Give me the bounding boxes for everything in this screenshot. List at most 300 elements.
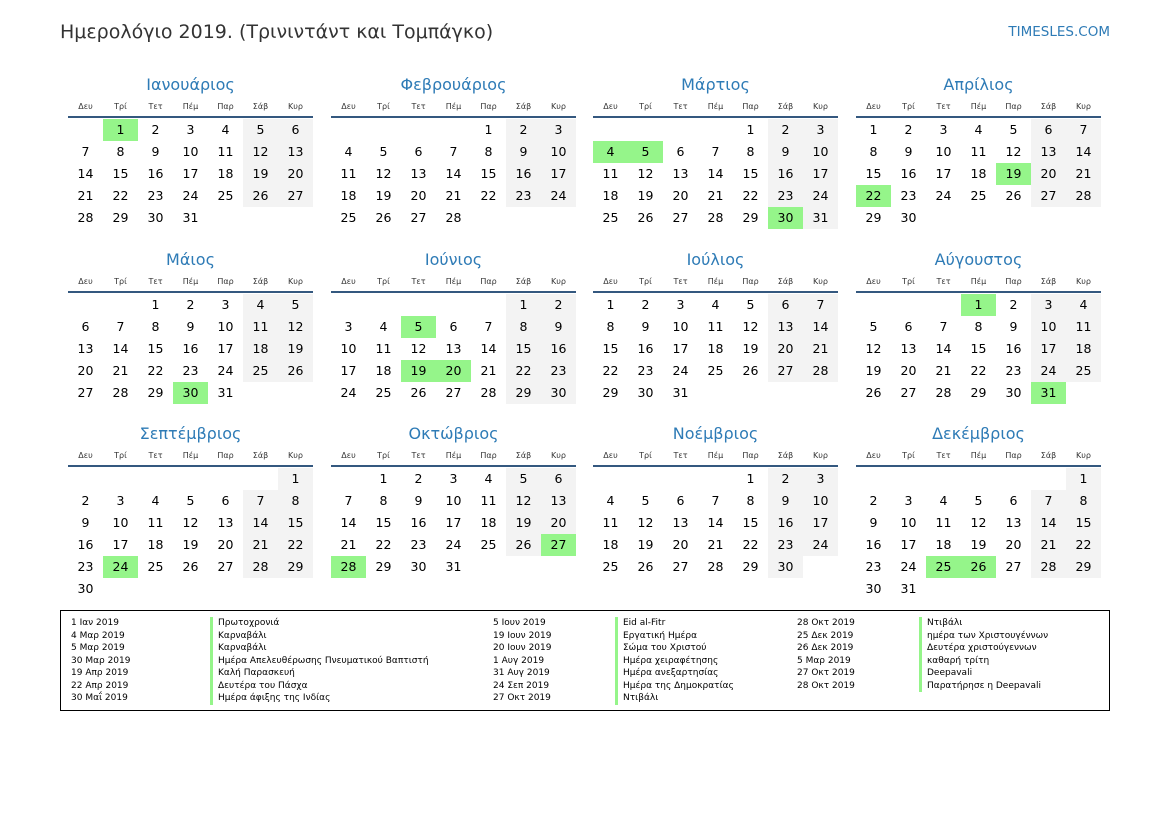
month-name: Οκτώβριος	[408, 424, 499, 443]
day-cell: 19	[375, 188, 392, 203]
day-cell: 24	[1031, 360, 1066, 382]
day-cell: 18	[375, 363, 392, 378]
day-cell: 22	[742, 537, 759, 552]
day-cell: 6	[1009, 493, 1018, 508]
weekday-label: Παρ	[742, 277, 759, 286]
day-cell: 14	[1066, 141, 1101, 163]
day-cell: 1	[151, 297, 160, 312]
day-cell: 13	[672, 166, 689, 181]
weekday-label: Σάβ	[777, 277, 794, 286]
day-cell: 11	[602, 166, 619, 181]
day-cell: 8	[746, 493, 755, 508]
month-divider	[68, 465, 313, 467]
day-cell: 2	[641, 297, 650, 312]
empty-day-cell	[68, 294, 103, 316]
day-cell: 2	[768, 468, 803, 490]
holiday-date: 25 Δεκ 2019	[797, 630, 854, 641]
empty-day-cell	[436, 119, 471, 141]
day-cell: 14	[77, 166, 94, 181]
day-cell: 19	[506, 512, 541, 534]
day-cell: 29	[742, 210, 759, 225]
day-cell: 2	[768, 119, 803, 141]
day-cell: 31	[217, 385, 234, 400]
holiday-day-cell: 28	[331, 556, 366, 578]
holiday-date: 20 Ιουν 2019	[493, 643, 552, 653]
month-divider	[331, 116, 576, 118]
day-cell: 19	[243, 163, 278, 185]
day-cell: 21	[445, 188, 462, 203]
weekday-header	[331, 275, 576, 289]
day-cell: 12	[278, 316, 313, 338]
day-cell: 29	[742, 559, 759, 574]
weekday-label: Σάβ	[515, 277, 532, 286]
holiday-date: 27 Οκτ 2019	[797, 668, 855, 678]
day-cell: 20	[278, 163, 313, 185]
empty-day-cell	[663, 468, 698, 490]
holiday-name: Eid al-Fitr	[615, 617, 665, 630]
holiday-date: 27 Οκτ 2019	[493, 693, 551, 703]
day-cell: 25	[375, 385, 392, 400]
day-cell: 9	[768, 141, 803, 163]
day-cell: 25	[147, 559, 164, 574]
day-cell: 27	[77, 385, 94, 400]
day-cell: 19	[970, 537, 987, 552]
day-cell: 29	[865, 210, 882, 225]
month-name: Φεβρουάριος	[400, 75, 507, 94]
day-cell: 13	[1005, 515, 1022, 530]
day-cell: 3	[541, 119, 576, 141]
day-cell: 6	[768, 294, 803, 316]
day-cell: 22	[970, 363, 987, 378]
weekday-label: Τρί	[902, 451, 915, 460]
day-cell: 14	[445, 166, 462, 181]
empty-day-cell	[331, 294, 366, 316]
day-cell: 30	[77, 581, 94, 596]
day-grid	[593, 294, 838, 404]
weekday-label: Παρ	[1005, 102, 1022, 111]
day-cell: 4	[974, 122, 983, 137]
day-cell: 18	[935, 537, 952, 552]
holiday-day-cell: 1	[961, 294, 996, 316]
day-cell: 24	[935, 188, 952, 203]
day-cell: 22	[506, 360, 541, 382]
day-cell: 27	[217, 559, 234, 574]
day-cell: 27	[900, 385, 917, 400]
weekday-label: Τετ	[148, 102, 163, 111]
day-cell: 8	[869, 144, 878, 159]
weekday-label: Δευ	[866, 277, 881, 286]
day-cell: 30	[768, 556, 803, 578]
weekday-label: Πέμ	[707, 277, 724, 286]
day-cell: 3	[939, 122, 948, 137]
weekday-label: Πέμ	[445, 277, 462, 286]
day-cell: 17	[1031, 338, 1066, 360]
holiday-date: 1 Ιαν 2019	[71, 618, 119, 628]
day-cell: 21	[77, 188, 94, 203]
day-cell: 10	[900, 515, 917, 530]
weekday-label: Δευ	[341, 102, 356, 111]
day-cell: 24	[541, 185, 576, 207]
day-cell: 27	[445, 385, 462, 400]
day-cell: 5	[186, 493, 195, 508]
day-cell: 27	[410, 210, 427, 225]
day-cell: 10	[340, 341, 357, 356]
holiday-name: Καρναβάλι	[210, 642, 267, 655]
weekday-header	[331, 449, 576, 463]
day-cell: 7	[711, 493, 720, 508]
day-cell: 20	[1005, 537, 1022, 552]
day-cell: 8	[484, 144, 493, 159]
weekday-label: Τετ	[673, 277, 688, 286]
day-cell: 1	[379, 471, 388, 486]
site-link[interactable]: TIMESLES.COM	[1008, 24, 1110, 40]
day-cell: 20	[900, 363, 917, 378]
day-cell: 30	[900, 210, 917, 225]
empty-day-cell	[68, 119, 103, 141]
month-divider	[593, 465, 838, 467]
day-grid	[331, 294, 576, 404]
weekday-label: Κυρ	[551, 102, 566, 111]
month-divider	[331, 291, 576, 293]
day-cell: 23	[182, 363, 199, 378]
day-cell: 21	[707, 188, 724, 203]
day-cell: 11	[217, 144, 234, 159]
day-cell: 5	[243, 119, 278, 141]
day-cell: 11	[340, 166, 357, 181]
day-cell: 23	[768, 185, 803, 207]
weekday-label: Παρ	[742, 451, 759, 460]
day-cell: 9	[506, 141, 541, 163]
month-block	[68, 423, 313, 600]
day-cell: 4	[484, 471, 493, 486]
day-cell: 31	[672, 385, 689, 400]
empty-day-cell	[401, 294, 436, 316]
empty-day-cell	[331, 119, 366, 141]
day-cell: 31	[900, 581, 917, 596]
day-cell: 1	[278, 468, 313, 490]
day-cell: 25	[1066, 360, 1101, 382]
weekday-label: Τρί	[377, 102, 390, 111]
weekday-label: Τετ	[411, 451, 426, 460]
day-cell: 25	[243, 360, 278, 382]
weekday-label: Τετ	[936, 451, 951, 460]
day-cell: 2	[186, 297, 195, 312]
day-cell: 3	[803, 119, 838, 141]
day-cell: 9	[81, 515, 90, 530]
month-name: Νοέμβριος	[672, 424, 759, 443]
day-cell: 16	[637, 341, 654, 356]
weekday-label: Σάβ	[1040, 102, 1057, 111]
day-cell: 19	[182, 537, 199, 552]
day-cell: 10	[803, 141, 838, 163]
day-cell: 11	[243, 316, 278, 338]
day-cell: 22	[742, 188, 759, 203]
day-cell: 19	[742, 341, 759, 356]
day-cell: 23	[1005, 363, 1022, 378]
day-cell: 3	[449, 471, 458, 486]
empty-day-cell	[103, 468, 138, 490]
weekday-header	[331, 100, 576, 114]
weekday-header	[593, 449, 838, 463]
day-cell: 13	[445, 341, 462, 356]
day-cell: 11	[1066, 316, 1101, 338]
day-cell: 17	[112, 537, 129, 552]
day-cell: 7	[449, 144, 458, 159]
holiday-day-cell: 24	[103, 556, 138, 578]
empty-day-cell	[436, 294, 471, 316]
day-cell: 20	[1031, 163, 1066, 185]
day-cell: 27	[672, 559, 689, 574]
day-cell: 13	[278, 141, 313, 163]
day-cell: 1	[606, 297, 615, 312]
day-cell: 2	[904, 122, 913, 137]
holiday-date: 4 Μαρ 2019	[71, 630, 125, 641]
weekday-label: Σάβ	[252, 451, 269, 460]
day-cell: 14	[340, 515, 357, 530]
day-cell: 12	[637, 166, 654, 181]
holiday-name: Deepavali	[919, 667, 972, 680]
day-cell: 14	[480, 341, 497, 356]
day-cell: 21	[480, 363, 497, 378]
day-cell: 10	[803, 490, 838, 512]
day-cell: 15	[742, 515, 759, 530]
day-cell: 15	[1066, 512, 1101, 534]
day-cell: 12	[742, 319, 759, 334]
day-cell: 7	[1031, 490, 1066, 512]
holiday-day-cell: 5	[401, 316, 436, 338]
empty-day-cell	[926, 294, 961, 316]
day-cell: 4	[151, 493, 160, 508]
day-cell: 28	[243, 556, 278, 578]
day-cell: 7	[803, 294, 838, 316]
holiday-day-cell: 26	[961, 556, 996, 578]
day-cell: 11	[935, 515, 952, 530]
empty-day-cell	[698, 119, 733, 141]
day-cell: 8	[606, 319, 615, 334]
day-cell: 17	[935, 166, 952, 181]
day-cell: 4	[939, 493, 948, 508]
day-cell: 22	[278, 534, 313, 556]
day-cell: 29	[375, 559, 392, 574]
day-cell: 16	[77, 537, 94, 552]
weekday-label: Δευ	[603, 277, 618, 286]
day-cell: 10	[182, 144, 199, 159]
day-cell: 18	[602, 537, 619, 552]
holiday-day-cell: 19	[401, 360, 436, 382]
day-cell: 28	[480, 385, 497, 400]
weekday-label: Κυρ	[1076, 277, 1091, 286]
day-grid	[68, 294, 313, 404]
day-cell: 18	[243, 338, 278, 360]
page-title: Ημερολόγιο 2019. (Τρινιντάντ και Τομπάγκο)	[60, 21, 494, 43]
day-cell: 28	[1031, 556, 1066, 578]
day-cell: 4	[711, 297, 720, 312]
day-cell: 30	[541, 382, 576, 404]
day-cell: 9	[151, 144, 160, 159]
day-cell: 5	[641, 493, 650, 508]
day-cell: 22	[602, 363, 619, 378]
day-cell: 10	[112, 515, 129, 530]
day-cell: 16	[506, 163, 541, 185]
empty-day-cell	[663, 119, 698, 141]
month-divider	[68, 291, 313, 293]
day-cell: 6	[278, 119, 313, 141]
day-cell: 12	[637, 515, 654, 530]
month-divider	[593, 116, 838, 118]
day-cell: 24	[217, 363, 234, 378]
holiday-date: 28 Οκτ 2019	[797, 618, 855, 628]
day-cell: 20	[217, 537, 234, 552]
day-cell: 1	[484, 122, 493, 137]
day-cell: 25	[340, 210, 357, 225]
weekday-label: Παρ	[480, 277, 497, 286]
day-cell: 5	[506, 468, 541, 490]
day-cell: 25	[480, 537, 497, 552]
weekday-label: Τρί	[114, 451, 127, 460]
holiday-name: Δευτέρα του Πάσχα	[210, 680, 308, 693]
empty-day-cell	[366, 119, 401, 141]
day-cell: 18	[970, 166, 987, 181]
day-cell: 8	[379, 493, 388, 508]
weekday-label: Πέμ	[707, 451, 724, 460]
weekday-label: Τρί	[639, 102, 652, 111]
holiday-day-cell: 30	[173, 382, 208, 404]
holiday-date: 24 Σεπ 2019	[493, 680, 550, 691]
day-cell: 14	[707, 515, 724, 530]
empty-day-cell	[891, 468, 926, 490]
day-cell: 6	[676, 144, 685, 159]
day-cell: 14	[803, 316, 838, 338]
day-grid	[856, 294, 1101, 404]
day-cell: 10	[541, 141, 576, 163]
holiday-name: Ημέρα της Δημοκρατίας	[615, 680, 734, 693]
day-cell: 26	[865, 385, 882, 400]
holiday-name: Εργατική Ημέρα	[615, 630, 697, 643]
holiday-day-cell: 19	[996, 163, 1031, 185]
day-cell: 2	[1009, 297, 1018, 312]
day-cell: 12	[243, 141, 278, 163]
empty-day-cell	[138, 468, 173, 490]
day-grid	[68, 119, 313, 229]
day-cell: 13	[900, 341, 917, 356]
holiday-day-cell: 27	[541, 534, 576, 556]
holiday-name: Ημέρα Απελευθέρωσης Πνευματικού Βαπτιστή	[210, 655, 429, 668]
holiday-day-cell: 30	[768, 207, 803, 229]
holiday-date: 31 Αυγ 2019	[493, 668, 550, 678]
day-cell: 3	[676, 297, 685, 312]
day-cell: 24	[900, 559, 917, 574]
month-block	[856, 249, 1101, 404]
day-cell: 25	[602, 559, 619, 574]
empty-day-cell	[856, 294, 891, 316]
day-cell: 29	[112, 210, 129, 225]
day-cell: 30	[637, 385, 654, 400]
day-cell: 7	[484, 319, 493, 334]
month-block	[593, 249, 838, 404]
month-divider	[593, 291, 838, 293]
weekday-label: Πέμ	[182, 277, 199, 286]
day-cell: 9	[414, 493, 423, 508]
day-cell: 17	[340, 363, 357, 378]
weekday-label: Τρί	[902, 277, 915, 286]
month-divider	[856, 116, 1101, 118]
day-cell: 26	[637, 559, 654, 574]
day-cell: 6	[414, 144, 423, 159]
weekday-label: Πέμ	[970, 451, 987, 460]
day-cell: 9	[1009, 319, 1018, 334]
day-cell: 11	[147, 515, 164, 530]
day-cell: 27	[1005, 559, 1022, 574]
day-cell: 14	[243, 512, 278, 534]
day-cell: 18	[480, 515, 497, 530]
month-block	[856, 74, 1101, 229]
day-cell: 23	[768, 534, 803, 556]
holiday-name: Καρναβάλι	[210, 630, 267, 643]
day-cell: 3	[221, 297, 230, 312]
weekday-label: Κυρ	[813, 277, 828, 286]
weekday-label: Σάβ	[252, 102, 269, 111]
day-cell: 15	[602, 341, 619, 356]
day-cell: 11	[602, 515, 619, 530]
empty-day-cell	[593, 119, 628, 141]
day-cell: 8	[746, 144, 755, 159]
weekday-header	[593, 275, 838, 289]
day-cell: 23	[541, 360, 576, 382]
day-cell: 15	[970, 341, 987, 356]
weekday-label: Δευ	[341, 451, 356, 460]
day-cell: 6	[449, 319, 458, 334]
day-cell: 4	[344, 144, 353, 159]
weekday-label: Δευ	[866, 102, 881, 111]
day-cell: 23	[637, 363, 654, 378]
empty-day-cell	[68, 468, 103, 490]
weekday-header	[856, 275, 1101, 289]
month-block	[331, 423, 576, 578]
day-cell: 21	[112, 363, 129, 378]
day-cell: 24	[803, 185, 838, 207]
holiday-name: Ημέρα ανεξαρτησίας	[615, 667, 718, 680]
weekday-label: Πέμ	[707, 102, 724, 111]
month-block	[331, 74, 576, 229]
weekday-label: Δευ	[78, 102, 93, 111]
day-cell: 21	[803, 338, 838, 360]
day-cell: 9	[904, 144, 913, 159]
weekday-label: Δευ	[603, 451, 618, 460]
holiday-date: 5 Μαρ 2019	[797, 655, 851, 666]
weekday-label: Σάβ	[515, 102, 532, 111]
weekday-label: Κυρ	[813, 451, 828, 460]
empty-day-cell	[471, 294, 506, 316]
day-cell: 6	[1031, 119, 1066, 141]
day-cell: 21	[935, 363, 952, 378]
holiday-name: Ημέρα χειραφέτησης	[615, 655, 718, 668]
day-cell: 23	[900, 188, 917, 203]
day-cell: 10	[445, 493, 462, 508]
holiday-date: 5 Ιουν 2019	[493, 618, 546, 628]
day-cell: 25	[602, 210, 619, 225]
day-cell: 8	[506, 316, 541, 338]
holiday-day-cell: 22	[856, 185, 891, 207]
day-grid	[856, 468, 1101, 600]
month-block	[593, 74, 838, 229]
empty-day-cell	[926, 468, 961, 490]
weekday-label: Κυρ	[288, 102, 303, 111]
weekday-label: Κυρ	[551, 277, 566, 286]
weekday-label: Κυρ	[288, 277, 303, 286]
weekday-label: Τρί	[902, 102, 915, 111]
day-cell: 6	[904, 319, 913, 334]
day-cell: 3	[344, 319, 353, 334]
